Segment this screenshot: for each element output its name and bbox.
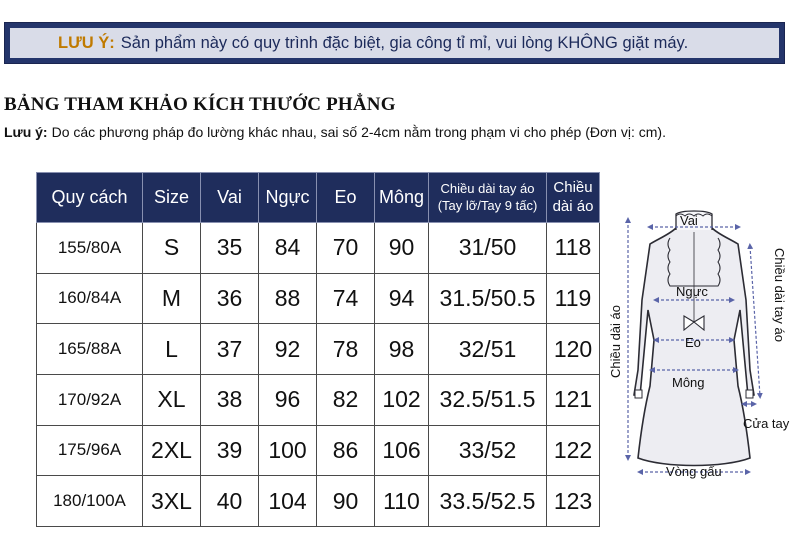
header-standard: Quy cách [37,173,143,223]
cell-standard: 175/96A [37,425,143,476]
cell-sleeve: 32/51 [429,324,547,375]
measurement-note-text: Do các phương pháp đo lường khác nhau, sai số 2-4cm nằm trong phạm vi cho phép (Đơn vị: cm). [51,124,666,140]
cell-hip: 102 [375,374,429,425]
cell-chest: 100 [259,425,317,476]
header-hip: Mông [375,173,429,223]
sleeve-measure-line [750,246,760,396]
cell-shoulder: 35 [201,223,259,274]
cell-waist: 74 [317,273,375,324]
diagram-label-sleeve: Chiều dài tay áo [772,248,787,342]
cell-standard: 170/92A [37,374,143,425]
page-title: BẢNG THAM KHẢO KÍCH THƯỚC PHẲNG [4,94,396,115]
header-size: Size [143,173,201,223]
cell-standard: 165/88A [37,324,143,375]
cell-hip: 110 [375,476,429,527]
cell-standard: 155/80A [37,223,143,274]
measurement-note-key: Lưu ý: [4,124,48,140]
table-row [37,223,600,274]
size-table-body [37,223,600,527]
cell-waist: 70 [317,223,375,274]
cell-shoulder: 37 [201,324,259,375]
cell-sleeve: 31.5/50.5 [429,273,547,324]
cell-size: M [143,273,201,324]
header-chest: Ngực [259,173,317,223]
diagram-label-cuff: Cửa tay [743,416,790,431]
header-length-line1: Chiều [553,178,593,196]
cell-standard: 180/100A [37,476,143,527]
cell-hip: 94 [375,273,429,324]
diagram-label-length: Chiều dài áo [608,305,623,378]
table-row [37,273,600,324]
cell-length: 123 [547,476,600,527]
cell-waist: 90 [317,476,375,527]
cell-length: 122 [547,425,600,476]
diagram-label-chest: Ngực [676,284,708,299]
header-length [547,173,600,223]
cell-chest: 96 [259,374,317,425]
cell-chest: 104 [259,476,317,527]
cell-shoulder: 36 [201,273,259,324]
diagram-label-hem: Vòng gấu [666,464,722,479]
header-sleeve [429,173,547,223]
table-header-row [37,173,600,223]
header-sleeve-line2: (Tay lỡ/Tay 9 tấc) [437,197,538,213]
care-notice-text: Sản phẩm này có quy trình đặc biệt, gia công tỉ mỉ, vui lòng KHÔNG giặt máy. [120,33,689,52]
cell-hip: 106 [375,425,429,476]
cell-shoulder: 38 [201,374,259,425]
cell-size: S [143,223,201,274]
care-notice-highlight: LƯU Ý: [58,33,115,52]
cell-sleeve: 33.5/52.5 [429,476,547,527]
cell-standard: 160/84A [37,273,143,324]
cell-size: 3XL [143,476,201,527]
cell-sleeve: 33/52 [429,425,547,476]
header-sleeve-line1: Chiều dài tay áo [440,181,535,197]
cell-waist: 78 [317,324,375,375]
cell-length: 119 [547,273,600,324]
care-notice-banner [4,22,785,64]
cell-waist: 82 [317,374,375,425]
cell-shoulder: 39 [201,425,259,476]
table-row [37,324,600,375]
table-row [37,476,600,527]
measurement-note [4,124,666,140]
header-waist: Eo [317,173,375,223]
care-notice-body [10,28,779,58]
cell-size: XL [143,374,201,425]
cell-waist: 86 [317,425,375,476]
table-row [37,425,600,476]
cell-length: 120 [547,324,600,375]
cell-size: L [143,324,201,375]
header-length-line2: dài áo [552,197,594,215]
cell-chest: 88 [259,273,317,324]
cell-length: 121 [547,374,600,425]
cell-chest: 92 [259,324,317,375]
cell-hip: 90 [375,223,429,274]
cell-chest: 84 [259,223,317,274]
table-row [37,374,600,425]
cell-shoulder: 40 [201,476,259,527]
cell-length: 118 [547,223,600,274]
diagram-label-shoulder: Vai [680,213,698,228]
cell-sleeve: 32.5/51.5 [429,374,547,425]
diagram-label-waist: Eo [685,335,701,350]
cell-size: 2XL [143,425,201,476]
garment-diagram [604,190,790,490]
diagram-label-hip: Mông [672,375,705,390]
cell-sleeve: 31/50 [429,223,547,274]
header-shoulder: Vai [201,173,259,223]
cell-hip: 98 [375,324,429,375]
size-chart-table [36,172,600,527]
